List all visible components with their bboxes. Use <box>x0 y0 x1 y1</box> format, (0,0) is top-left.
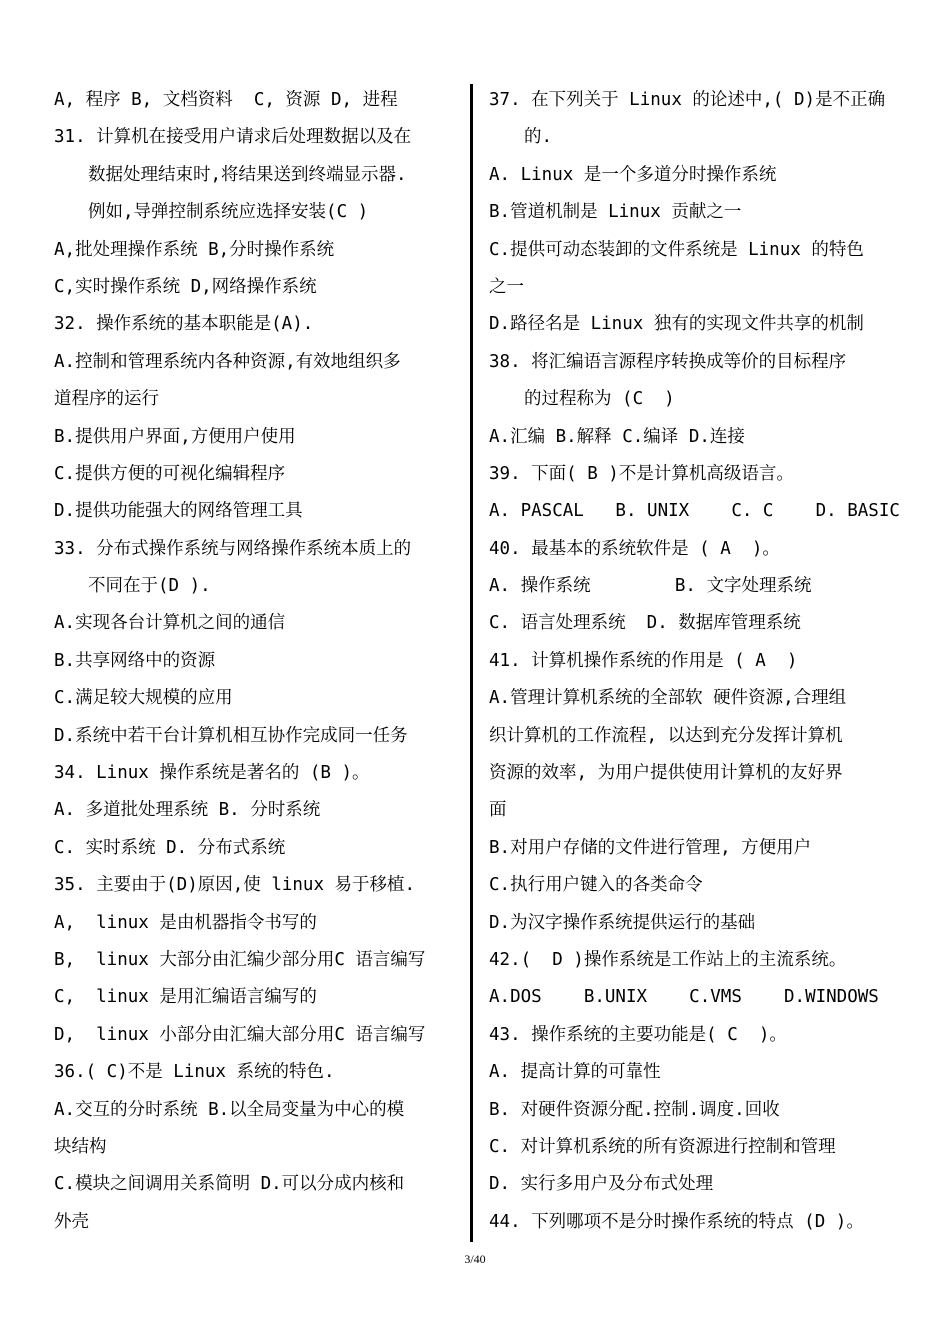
text-line: C, linux 是用汇编语言编写的 <box>54 987 317 1008</box>
text-line: D.系统中若干台计算机相互协作完成同一任务 <box>54 725 408 746</box>
text-line: 34. Linux 操作系统是著名的 (B )。 <box>54 763 370 784</box>
text-line: C. 实时系统 D. 分布式系统 <box>54 837 286 858</box>
text-line: 数据处理结束时,将结果送到终端显示器. <box>88 164 407 185</box>
text-line: 的过程称为 (C ) <box>524 389 675 410</box>
text-line: B.提供用户界面,方便用户使用 <box>54 426 296 447</box>
left-column <box>54 82 454 1241</box>
text-line: 31. 计算机在接受用户请求后处理数据以及在 <box>54 127 412 148</box>
text-line: C. 对计算机系统的所有资源进行控制和管理 <box>489 1136 836 1157</box>
text-line: A. 操作系统 B. 文字处理系统 <box>489 576 812 597</box>
text-line: 道程序的运行 <box>54 389 159 410</box>
text-line: 之一 <box>489 276 524 297</box>
text-line: C.提供可动态装卸的文件系统是 Linux 的特色 <box>489 239 864 260</box>
text-line: 41. 计算机操作系统的作用是 ( A ) <box>489 650 798 671</box>
text-line: 块结构 <box>54 1136 107 1157</box>
text-line: A.实现各台计算机之间的通信 <box>54 613 286 634</box>
text-line: C.提供方便的可视化编辑程序 <box>54 463 286 484</box>
text-line: A,批处理操作系统 B,分时操作系统 <box>54 239 335 260</box>
text-line: A.DOS B.UNIX C.VMS D.WINDOWS <box>489 987 879 1008</box>
text-line: 的. <box>524 127 553 148</box>
text-line: D.路径名是 Linux 独有的实现文件共享的机制 <box>489 314 864 335</box>
text-line: 织计算机的工作流程, 以达到充分发挥计算机 <box>489 725 843 746</box>
text-line: 外壳 <box>54 1211 89 1232</box>
right-column <box>489 82 900 1241</box>
text-line: 36.( C)不是 Linux 系统的特色. <box>54 1062 335 1083</box>
page-number: 3/40 <box>464 1252 486 1266</box>
text-line: D.提供功能强大的网络管理工具 <box>54 501 303 522</box>
text-line: A, 程序 B, 文档资料 C, 资源 D, 进程 <box>54 90 398 110</box>
text-line: 37. 在下列关于 Linux 的论述中,( D)是不正确 <box>489 90 886 110</box>
text-line: D.为汉字操作系统提供运行的基础 <box>489 912 756 933</box>
text-line: A. Linux 是一个多道分时操作系统 <box>489 164 777 185</box>
text-line: 33. 分布式操作系统与网络操作系统本质上的 <box>54 538 412 559</box>
text-line: A, linux 是由机器指令书写的 <box>54 912 317 933</box>
column-divider <box>470 84 473 1242</box>
text-line: 40. 最基本的系统软件是 ( A )。 <box>489 538 780 559</box>
text-line: 42.( D )操作系统是工作站上的主流系统。 <box>489 949 847 970</box>
text-line: 资源的效率, 为用户提供使用计算机的友好界 <box>489 763 843 784</box>
text-line: B.管道机制是 Linux 贡献之一 <box>489 202 742 223</box>
text-line: 面 <box>489 800 507 821</box>
text-line: B.对用户存储的文件进行管理, 方便用户 <box>489 837 812 858</box>
text-line: A.交互的分时系统 B.以全局变量为中心的模 <box>54 1099 405 1120</box>
text-line: 例如,导弹控制系统应选择安装(C ) <box>88 202 369 223</box>
text-line: 32. 操作系统的基本职能是(A). <box>54 314 314 335</box>
text-line: A.管理计算机系统的全部软 硬件资源,合理组 <box>489 688 847 709</box>
text-line: 44. 下列哪项不是分时操作系统的特点 (D )。 <box>489 1211 864 1232</box>
text-line: A.控制和管理系统内各种资源,有效地组织多 <box>54 351 401 372</box>
text-line: 38. 将汇编语言源程序转换成等价的目标程序 <box>489 351 847 372</box>
text-line: C,实时操作系统 D,网络操作系统 <box>54 276 317 297</box>
text-line: 39. 下面( B )不是计算机高级语言。 <box>489 463 794 484</box>
text-line: A. PASCAL B. UNIX C. C D. BASIC <box>489 501 900 522</box>
text-line: B. 对硬件资源分配.控制.调度.回收 <box>489 1099 780 1120</box>
text-line: A.汇编 B.解释 C.编译 D.连接 <box>489 426 745 447</box>
text-line: C.满足较大规模的应用 <box>54 688 233 709</box>
text-line: B.共享网络中的资源 <box>54 650 216 671</box>
text-line: C.模块之间调用关系简明 D.可以分成内核和 <box>54 1174 405 1195</box>
text-line: A. 提高计算的可靠性 <box>489 1062 661 1083</box>
text-line: A. 多道批处理系统 B. 分时系统 <box>54 800 321 821</box>
text-line: D. 实行多用户及分布式处理 <box>489 1174 714 1195</box>
text-line: D, linux 小部分由汇编大部分用C 语言编写 <box>54 1024 426 1045</box>
text-line: 43. 操作系统的主要功能是( C )。 <box>489 1024 787 1045</box>
text-line: C.执行用户键入的各类命令 <box>489 875 703 896</box>
text-line: 35. 主要由于(D)原因,使 linux 易于移植. <box>54 875 416 896</box>
text-line: 不同在于(D ). <box>88 576 211 597</box>
text-line: C. 语言处理系统 D. 数据库管理系统 <box>489 613 801 634</box>
text-line: B, linux 大部分由汇编少部分用C 语言编写 <box>54 949 426 970</box>
